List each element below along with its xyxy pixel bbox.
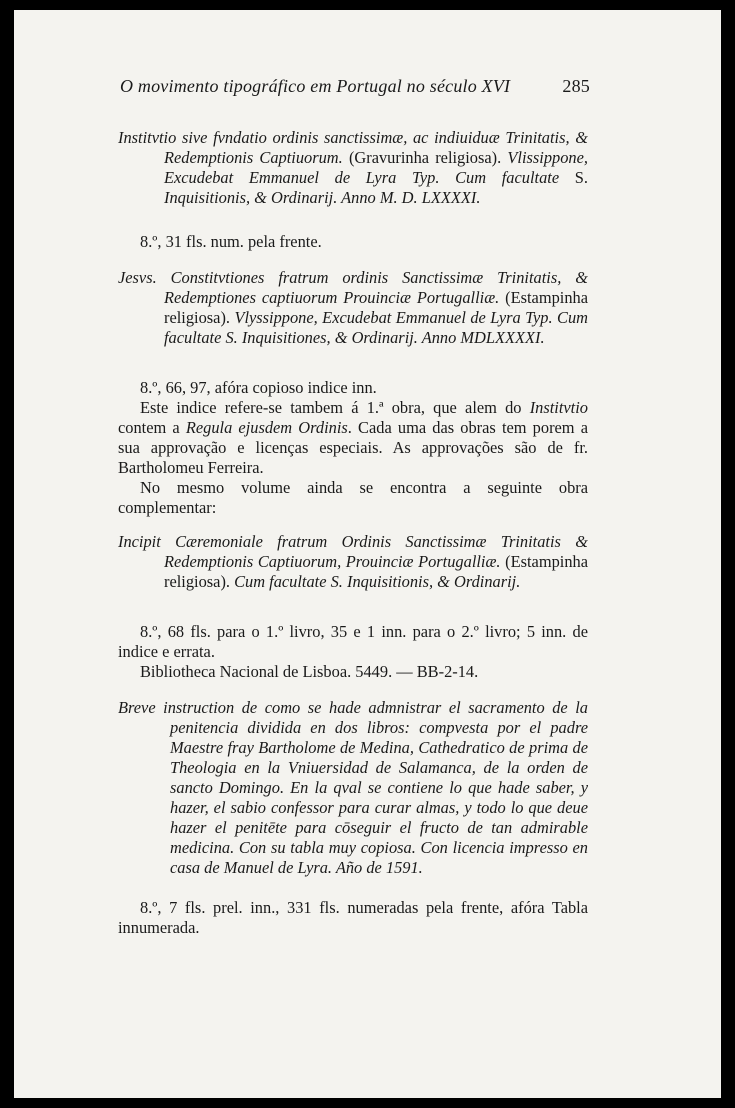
document-page	[14, 10, 721, 1098]
page-number: 285	[562, 76, 590, 96]
entry-4-collation: 8.º, 7 fls. prel. inn., 331 fls. numeradas pela frente, afóra Tabla innumerada.	[118, 898, 588, 937]
entry-4-title: Breve instruction de como se hade admnistrar el sacramento de la penitencia dividida en dos libros: compvesta por el padre Maestre fray Bartholome de Medina, Cathedratico de prima de Theologia en la Vniuersidad de Salamanca, de la orden de sancto Domingo. En la qval se contiene lo que hade saber, y hazer, el sabio confessor para curar almas, y todo lo que deue hazer el penitēte para cōseguir el fructo de tan admirable medicina. Con su tabla muy copiosa. Con licencia impresso en casa de Manuel de Lyra. Año de 1591.	[118, 698, 588, 877]
entry-1-title: Institvtio sive fvndatio ordinis sanctissimæ, ac indiuiduæ Trinitatis, & Redemptionis Captiuorum. (Gravurinha religiosa). Vlissippone, Excudebat Emmanuel de Lyra Typ. Cum facultate S. Inquisitionis, & Ordinarij. Anno M. D. LXXXXI.	[118, 128, 589, 207]
entry-3-title: Incipit Cæremoniale fratrum Ordinis Sanctissimæ Trinitatis & Redemptionis Captiuorum, Prouinciæ Portugalliæ. (Estampinha religiosa). Cum facultate S. Inquisitionis, & Ordinarij.	[118, 532, 588, 591]
running-title: O movimento tipográfico em Portugal no século XVI	[120, 76, 511, 96]
entry-3-notes: 8.º, 68 fls. para o 1.º livro, 35 e 1 inn. para o 2.º livro; 5 inn. de indice e errata. Bibliotheca Nacional de Lisboa. 5449. — BB-2-14.	[118, 622, 588, 681]
running-header	[120, 76, 590, 97]
entry-2-title: Jesvs. Constitvtiones fratrum ordinis Sanctissimæ Trinitatis, & Redemptiones captiuorum Prouinciæ Portugalliæ. (Estampinha religiosa). Vlyssippone, Excudebat Emmanuel de Lyra Typ. Cum facultate S. Inquisitiones, & Ordinarij. Anno MDLXXXXI.	[118, 268, 589, 347]
entry-2-notes: 8.º, 66, 97, afóra copioso indice inn. Este indice refere-se tambem á 1.ª obra, que alem do Institvtio contem a Regula ejusdem Ordinis. Cada uma das obras tem porem a sua approvação e licenças especiais. As approvações são de fr. Bartholomeu Ferreira. No mesmo volume ainda se encontra a seguinte obra complementar:	[118, 378, 588, 517]
entry-1-collation: 8.º, 31 fls. num. pela frente.	[140, 232, 322, 251]
